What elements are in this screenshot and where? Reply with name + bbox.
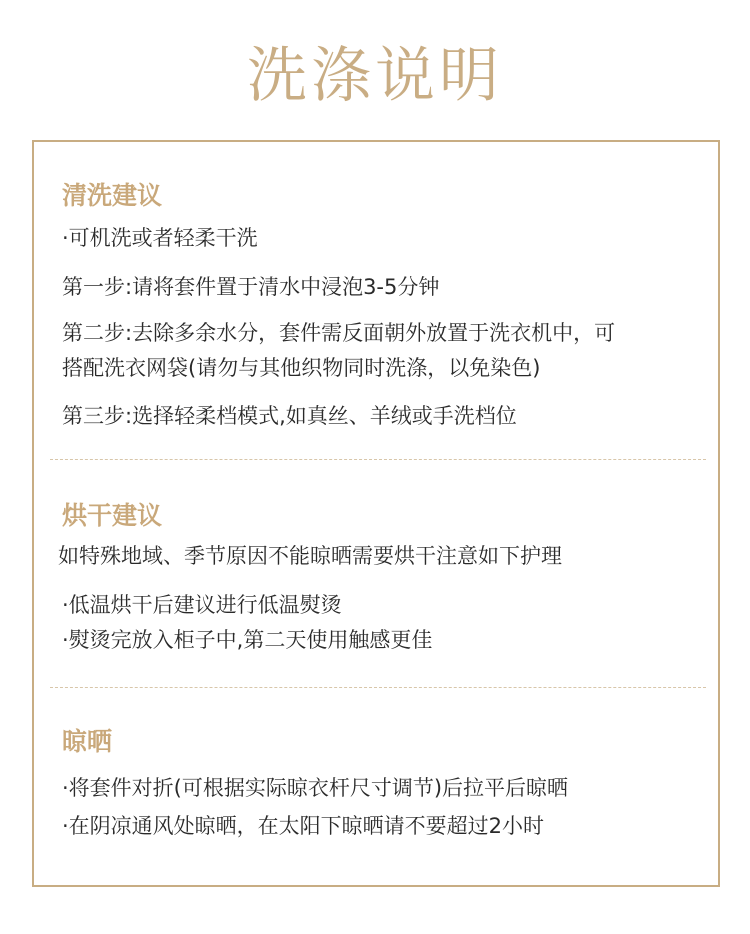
airing-line-1: ·将套件对折(可根据实际晾衣杆尺寸调节)后拉平后晾晒 [62,776,569,800]
care-instructions-frame [32,140,720,887]
airing-line-2: ·在阴凉通风处晾晒，在太阳下晾晒请不要超过2小时 [62,814,545,838]
drying-intro: 如特殊地域、季节原因不能晾晒需要烘干注意如下护理 [58,544,562,568]
washing-step-2: 第二步:去除多余水分，套件需反面朝外放置于洗衣机中，可 [62,321,616,345]
drying-line-1: ·低温烘干后建议进行低温熨烫 [62,593,342,617]
section-heading-drying: 烘干建议 [62,501,163,530]
drying-line-2: ·熨烫完放入柜子中,第二天使用触感更佳 [62,628,433,652]
section-heading-washing: 清洗建议 [62,181,163,210]
section-heading-airing: 晾晒 [62,727,113,756]
washing-step-1: 第一步:请将套件置于清水中浸泡3-5分钟 [62,275,440,299]
section-divider [50,687,706,688]
washing-line-1: ·可机洗或者轻柔干洗 [62,226,258,250]
page-title: 洗涤说明 [247,41,503,111]
washing-step-2-cont: 搭配洗衣网袋(请勿与其他织物同时洗涤，以免染色) [62,356,541,380]
section-divider [50,459,706,460]
washing-step-3: 第三步:选择轻柔档模式,如真丝、羊绒或手洗档位 [62,404,517,428]
